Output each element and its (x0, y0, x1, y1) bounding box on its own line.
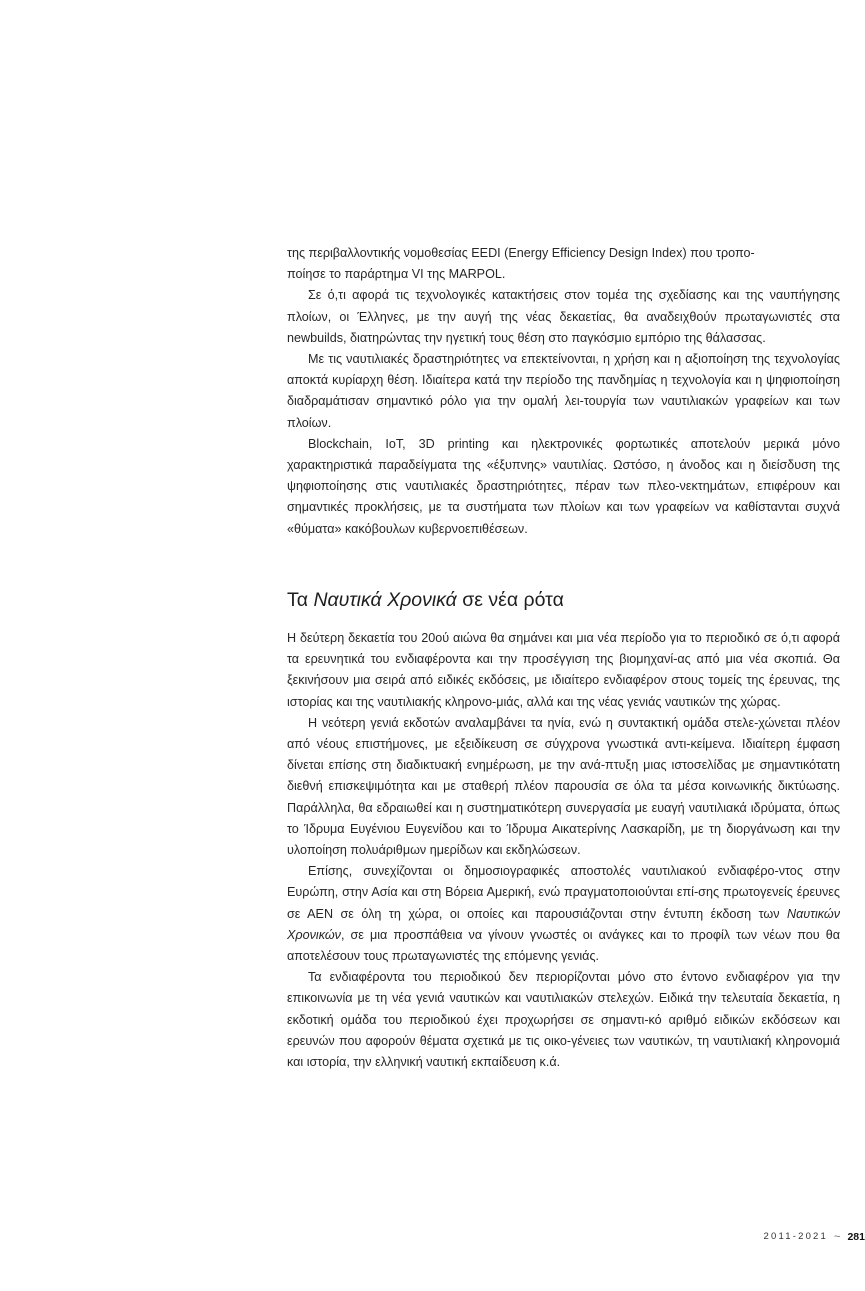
paragraph-line: ποίησε το παράρτημα VI της MARPOL. (287, 267, 506, 282)
section-heading (287, 588, 564, 612)
heading-suffix: σε νέα ρότα (456, 589, 564, 611)
paragraph-new-generation: Η νεότερη γενιά εκδοτών αναλαμβάνει τα ηνία, ενώ η συντακτική ομάδα στελε-χώνεται πλέον από νέους επιστήμονες, με εξειδίκευση σε σύγχρονα γνωστικά αντι-κείμενα. Ιδιαίτερη έμφαση δίνεται επίσης στη διαδικτυακή ενημέρωση, με την ανά-πτυξη μιας ιστοσελίδας με σημαντικότατη διεθνή επισκεψιμότητα και με σταθερή πλέον παρουσία σε όλα τα μέσα κοινωνικής δικτύωσης. Παράλληλα, θα εδραιωθεί και η συστηματικότερη συνεργασία με ευαγή ναυτιλιακά ιδρύματα, όπως το Ίδρυμα Ευγένιου Ευγενίδου και το Ίδρυμα Αικατερίνης Λασκαρίδη, με τη διοργάνωση και την υλοποίηση πολυάριθμων ημερίδων και εκδηλώσεων. (287, 715, 840, 858)
paragraph-digitalization: Blockchain, IoT, 3D printing και ηλεκτρονικές φορτωτικές αποτελούν μερικά μόνο χαρακτηριστικά παραδείγματα της «έξυπνης» ναυτιλίας. Ωστόσο, η άνοδος και η διείσδυση της ψηφιοποίησης στις ναυτιλιακές δραστηριότητες, πέραν των πλεο-νεκτημάτων, επιφέρουν και σημαντικές προκλήσεις, με τα συστήματα των πλοίων και των γραφείων να καθίστανται συχνά «θύματα» κακόβουλων κυβερνοεπιθέσεων. (287, 436, 840, 536)
section-text-block (287, 628, 840, 1073)
paragraph-interests: Τα ενδιαφέροντα του περιοδικού δεν περιορίζονται μόνο στο έντονο ενδιαφέρον για την επικοινωνία με τη νέα γενιά ναυτικών και ναυτιλιακών στελεχών. Ειδικά την τελευταία δεκαετία, η εκδοτική ομάδα του περιοδικού έχει προχωρήσει σε σημαντι-κό αριθμό ειδικών εκδόσεων και ερευνών που αφορούν θέματα σχετικά με τις οικο-γένειες των ναυτικών, τη ναυτιλιακή κληρονομιά και ιστορία, την ελληνική ναυτική εκπαίδευση κ.ά. (287, 970, 840, 1070)
magazine-title-italic: Ναυτικών Χρονικών (287, 906, 840, 942)
paragraph-line: της περιβαλλοντικής νομοθεσίας EEDI (Energy Efficiency Design Index) που τροπο- (287, 246, 755, 260)
paragraph-shipbuilding: Σε ό,τι αφορά τις τεχνολογικές κατακτήσεις στον τομέα της σχεδίασης και της ναυπήγησης πλοίων, οι Έλληνες, με την αυγή της νέας δεκαετίας, θα αναδειχθούν πρωταγωνιστές στα newbuilds, διατηρώντας την ηγετική τους θέση στο παγκόσμιο εμπόριο της θάλασσας. (287, 288, 840, 345)
heading-prefix: Τα (287, 589, 314, 611)
page-number: 281 (847, 1231, 865, 1243)
paragraph-missions (287, 861, 840, 967)
paragraph-technology: Με τις ναυτιλιακές δραστηριότητες να επεκτείνονται, η χρήση και η αξιοποίηση της τεχνολογίας αποκτά κυρίαρχη θέση. Ιδιαίτερα κατά την περίοδο της πανδημίας η τεχνολογία και η ψηφιοποίηση διαδραμάτισαν σημαντικό ρόλο για την ομαλή λει-τουργία των ναυτιλιακών γραφείων και των πλοίων. (287, 352, 840, 430)
page-footer (764, 1229, 865, 1245)
heading-magazine-title: Ναυτικά Χρονικά (313, 589, 457, 611)
paragraph-text: , σε μια προσπάθεια να γίνουν γνωστές οι ανάγκες και το προφίλ των νέων που θα αποτελέσουν τους πρωταγωνιστές της επόμενης γενιάς. (287, 927, 840, 964)
paragraph-text: Επίσης, συνεχίζονται οι δημοσιογραφικές αποστολές ναυτιλιακού ενδιαφέρο-ντος στην Ευρώπη, στην Ασία και στη Βόρεια Αμερική, ενώ πραγματοποιούνται επί-σης πρωτογενείς έρευνες σε ΑΕΝ σε όλη τη χώρα, οι οποίες και παρουσιάζονται στην έντυπη έκδοση των (287, 864, 840, 921)
paragraph-new-decade: Η δεύτερη δεκαετία του 20ού αιώνα θα σημάνει και μια νέα περίοδο για το περιοδικό σε ό,τι αφορά τα ερευνητικά του ενδιαφέροντα και την προσέγγιση της βιομηχανί-ας από μια νέα σκοπιά. Θα ξεκινήσουν μια σειρά από ειδικές εκδόσεις, με ιδιαίτερο ενδιαφέρον στους τομείς της έρευνας, της ιστορίας και της ναυτιλιακής κληρονο-μιάς, αλλά και της νέας γενιάς ναυτικών της χώρας. (287, 631, 840, 709)
footer-years: 2011-2021 (763, 1231, 829, 1242)
paragraph-continuation (287, 243, 840, 285)
footer-separator: ~ (834, 1231, 841, 1243)
intro-text-block (287, 243, 840, 540)
